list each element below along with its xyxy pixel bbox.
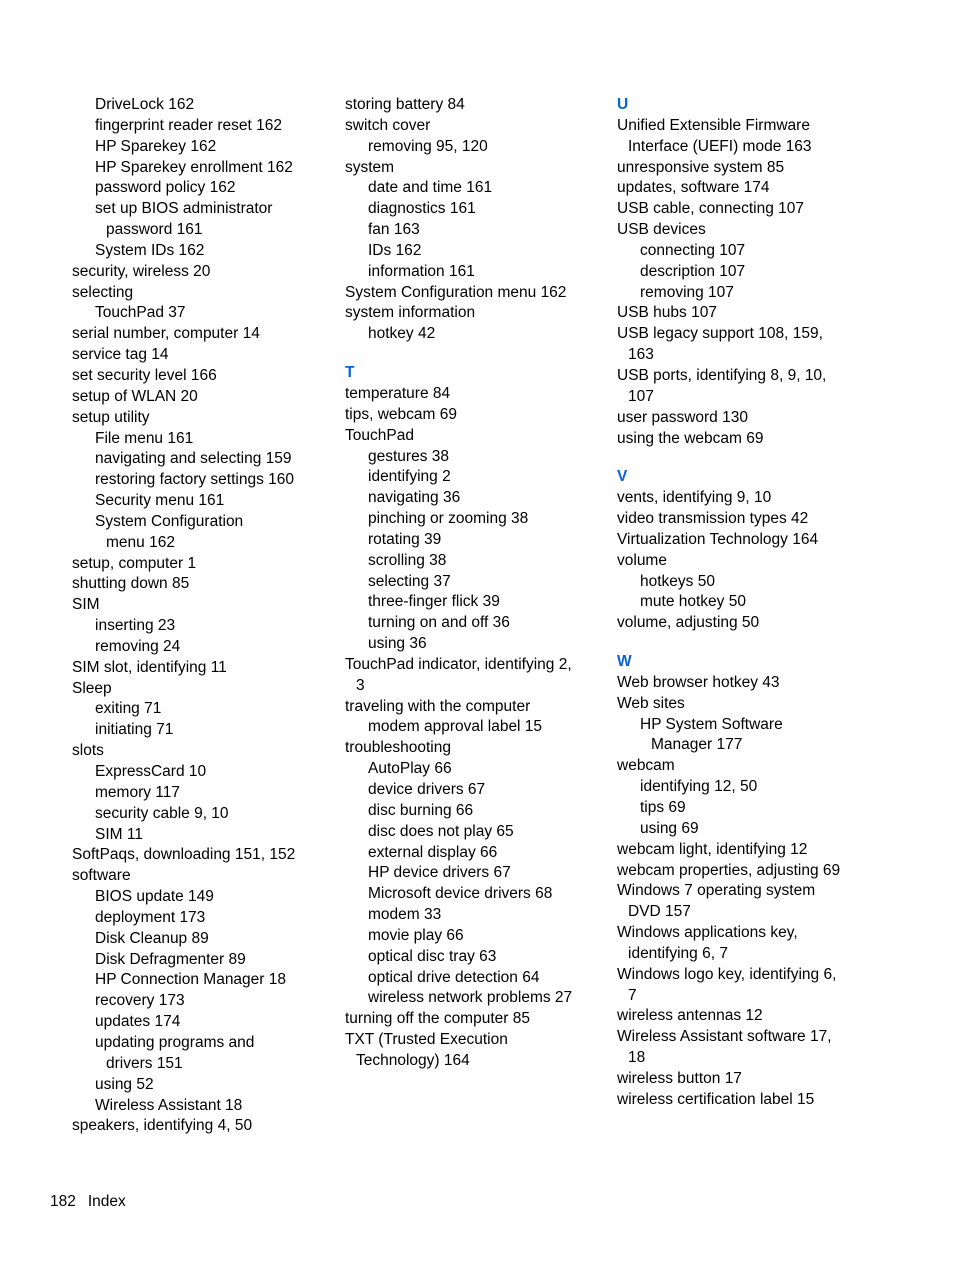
index-subentry: hotkeys 50 — [640, 572, 715, 590]
index-entry: SIM slot, identifying 11 — [72, 658, 227, 676]
index-subentry: mute hotkey 50 — [640, 593, 746, 611]
index-subentry: Technology) 164 — [356, 1051, 470, 1069]
index-subentry: modem 33 — [368, 906, 442, 924]
index-subentry: removing 95, 120 — [368, 137, 488, 155]
index-subentry: description 107 — [640, 262, 746, 280]
index-subentry: disc burning 66 — [368, 801, 474, 819]
index-subentry: 107 — [628, 387, 654, 405]
index-entry: Unified Extensible Firmware — [617, 116, 810, 134]
index-entry: webcam — [617, 757, 675, 775]
index-subentry: hotkey 42 — [368, 325, 436, 343]
index-entry: setup utility — [72, 408, 150, 426]
index-entry: system information — [345, 304, 476, 322]
index-entry: Windows logo key, identifying 6, — [617, 965, 837, 983]
index-entry: user password 130 — [617, 408, 748, 426]
index-entry: using the webcam 69 — [617, 429, 764, 447]
index-column-2 — [345, 95, 607, 1072]
index-entry: Windows applications key, — [617, 924, 798, 942]
index-subentry: Interface (UEFI) mode 163 — [628, 137, 812, 155]
index-entry: USB hubs 107 — [617, 304, 717, 322]
index-subentry: HP Connection Manager 18 — [95, 971, 287, 989]
index-subentry: DriveLock 162 — [95, 96, 195, 113]
index-entry: USB cable, connecting 107 — [617, 200, 804, 218]
index-entry: selecting — [72, 283, 134, 301]
index-subentry: diagnostics 161 — [368, 200, 476, 218]
index-subentry: Security menu 161 — [95, 492, 225, 510]
index-entry: system — [345, 158, 395, 176]
index-entry: software — [72, 867, 131, 885]
letter-heading: U — [617, 96, 629, 113]
index-entry: TXT (Trusted Execution — [345, 1031, 508, 1049]
index-subentry: modem approval label 15 — [368, 718, 543, 736]
index-subentry: DVD 157 — [628, 903, 691, 921]
index-subentry: date and time 161 — [368, 179, 493, 197]
index-subentry: three-finger flick 39 — [368, 593, 500, 611]
index-subentry: turning on and off 36 — [368, 614, 510, 632]
index-entry: storing battery 84 — [345, 96, 465, 113]
index-subentry: using 52 — [95, 1075, 154, 1093]
index-subentry: Disk Cleanup 89 — [95, 929, 209, 947]
letter-heading: V — [617, 468, 628, 486]
index-entry: tips, webcam 69 — [345, 405, 457, 423]
index-subentry: removing 24 — [95, 637, 181, 655]
letter-heading: W — [617, 653, 632, 671]
index-entry: SIM — [72, 596, 100, 614]
index-subentry: fan 163 — [368, 221, 420, 239]
index-entry: TouchPad indicator, identifying 2, — [345, 655, 572, 673]
index-subentry: memory 117 — [95, 783, 180, 801]
section-gap — [617, 634, 879, 652]
section-gap — [345, 345, 607, 363]
index-entry: webcam properties, adjusting 69 — [617, 861, 841, 879]
index-subentry: HP Sparekey enrollment 162 — [95, 158, 293, 176]
index-subentry: navigating and selecting 159 — [95, 450, 292, 468]
section-name: Index — [87, 1193, 126, 1210]
index-subentry: set up BIOS administrator — [95, 200, 273, 218]
index-subentry: HP System Software — [640, 715, 783, 733]
index-subentry: menu 162 — [106, 533, 175, 551]
index-subentry: HP Sparekey 162 — [95, 137, 217, 155]
index-entry: USB devices — [617, 221, 706, 239]
index-subentry: AutoPlay 66 — [368, 760, 452, 778]
index-subentry: tips 69 — [640, 799, 686, 816]
index-entry: USB ports, identifying 8, 9, 10, — [617, 366, 827, 384]
index-subentry: information 161 — [368, 262, 475, 280]
index-entry: USB legacy support 108, 159, — [617, 325, 823, 343]
index-subentry: Wireless Assistant 18 — [95, 1096, 243, 1114]
index-subentry: IDs 162 — [368, 241, 422, 259]
index-subentry: Disk Defragmenter 89 — [95, 950, 246, 968]
index-subentry: rotating 39 — [368, 530, 442, 548]
index-subentry: updates 174 — [95, 1013, 181, 1031]
index-subentry: removing 107 — [640, 283, 734, 301]
index-subentry: BIOS update 149 — [95, 888, 214, 906]
index-subentry: device drivers 67 — [368, 781, 486, 798]
index-subentry: 163 — [628, 346, 654, 364]
index-subentry: Manager 177 — [651, 736, 743, 754]
index-entry: temperature 84 — [345, 384, 451, 402]
index-subentry: password policy 162 — [95, 179, 236, 197]
index-entry: Web sites — [617, 694, 685, 712]
index-subentry: initiating 71 — [95, 721, 174, 739]
index-subentry: pinching or zooming 38 — [368, 510, 529, 528]
letter-heading: T — [345, 364, 355, 382]
index-subentry: drivers 151 — [106, 1054, 183, 1072]
index-entry: service tag 14 — [72, 346, 169, 364]
index-subentry: TouchPad 37 — [95, 304, 186, 322]
index-subentry: Microsoft device drivers 68 — [368, 885, 553, 903]
index-entry: Virtualization Technology 164 — [617, 530, 819, 548]
index-subentry: identifying 2 — [368, 468, 451, 486]
index-subentry: wireless network problems 27 — [368, 989, 573, 1007]
index-subentry: restoring factory settings 160 — [95, 471, 295, 489]
index-entry: security, wireless 20 — [72, 262, 211, 280]
index-entry: set security level 166 — [72, 366, 217, 384]
index-entry: turning off the computer 85 — [345, 1010, 530, 1028]
index-subentry: inserting 23 — [95, 617, 176, 635]
index-entry: vents, identifying 9, 10 — [617, 489, 772, 507]
index-entry: updates, software 174 — [617, 179, 770, 197]
index-subentry: HP device drivers 67 — [368, 864, 511, 882]
index-entry: traveling with the computer — [345, 697, 531, 715]
index-subentry: 7 — [628, 986, 637, 1004]
index-subentry: navigating 36 — [368, 489, 461, 507]
section-gap — [617, 449, 879, 467]
index-entry: TouchPad — [345, 426, 414, 444]
index-subentry: disc does not play 65 — [368, 822, 514, 840]
page-number: 182 — [50, 1193, 76, 1210]
index-subentry: scrolling 38 — [368, 551, 447, 569]
index-subentry: using 36 — [368, 635, 427, 653]
index-subentry: recovery 173 — [95, 992, 185, 1010]
index-subentry: ExpressCard 10 — [95, 763, 207, 780]
index-column-3 — [617, 95, 879, 1111]
index-entry: Windows 7 operating system — [617, 882, 816, 900]
index-subentry: SIM 11 — [95, 825, 143, 843]
index-entry: Sleep — [72, 679, 112, 697]
index-entry: video transmission types 42 — [617, 510, 809, 528]
index-entry: slots — [72, 742, 104, 760]
index-entry: shutting down 85 — [72, 575, 190, 593]
index-subentry: deployment 173 — [95, 908, 206, 926]
index-subentry: 3 — [356, 676, 365, 694]
index-entry: System Configuration menu 162 — [345, 283, 567, 301]
index-entry: SoftPaqs, downloading 151, 152 — [72, 846, 296, 864]
index-entry: wireless certification label 15 — [617, 1090, 815, 1108]
index-subentry: optical drive detection 64 — [368, 968, 540, 986]
page-footer — [50, 1192, 126, 1212]
index-subentry: identifying 6, 7 — [628, 944, 728, 962]
index-subentry: File menu 161 — [95, 429, 194, 447]
index-entry: volume — [617, 551, 667, 569]
index-entry: serial number, computer 14 — [72, 325, 260, 343]
index-entry: switch cover — [345, 116, 431, 134]
index-entry: wireless antennas 12 — [617, 1007, 763, 1025]
index-subentry: external display 66 — [368, 843, 498, 861]
index-subentry: fingerprint reader reset 162 — [95, 116, 282, 134]
index-subentry: exiting 71 — [95, 700, 162, 718]
index-subentry: connecting 107 — [640, 241, 746, 259]
index-subentry: System IDs 162 — [95, 241, 205, 259]
index-entry: Web browser hotkey 43 — [617, 673, 780, 691]
index-entry: Wireless Assistant software 17, — [617, 1028, 832, 1046]
index-entry: volume, adjusting 50 — [617, 614, 760, 632]
index-entry: troubleshooting — [345, 739, 451, 757]
index-subentry: optical disc tray 63 — [368, 947, 497, 965]
index-subentry: 18 — [628, 1049, 646, 1067]
index-entry: webcam light, identifying 12 — [617, 840, 808, 858]
index-entry: setup, computer 1 — [72, 554, 197, 572]
index-subentry: selecting 37 — [368, 572, 451, 590]
index-column-1 — [72, 95, 334, 1137]
index-entry: unresponsive system 85 — [617, 158, 785, 176]
index-subentry: using 69 — [640, 819, 699, 837]
index-subentry: updating programs and — [95, 1033, 255, 1051]
index-entry: wireless button 17 — [617, 1069, 742, 1087]
index-subentry: System Configuration — [95, 512, 244, 530]
index-entry: setup of WLAN 20 — [72, 387, 198, 405]
index-subentry: security cable 9, 10 — [95, 804, 229, 822]
index-entry: speakers, identifying 4, 50 — [72, 1117, 253, 1135]
index-subentry: gestures 38 — [368, 447, 449, 465]
index-subentry: identifying 12, 50 — [640, 778, 758, 796]
index-subentry: movie play 66 — [368, 926, 464, 944]
index-subentry: password 161 — [106, 221, 203, 239]
